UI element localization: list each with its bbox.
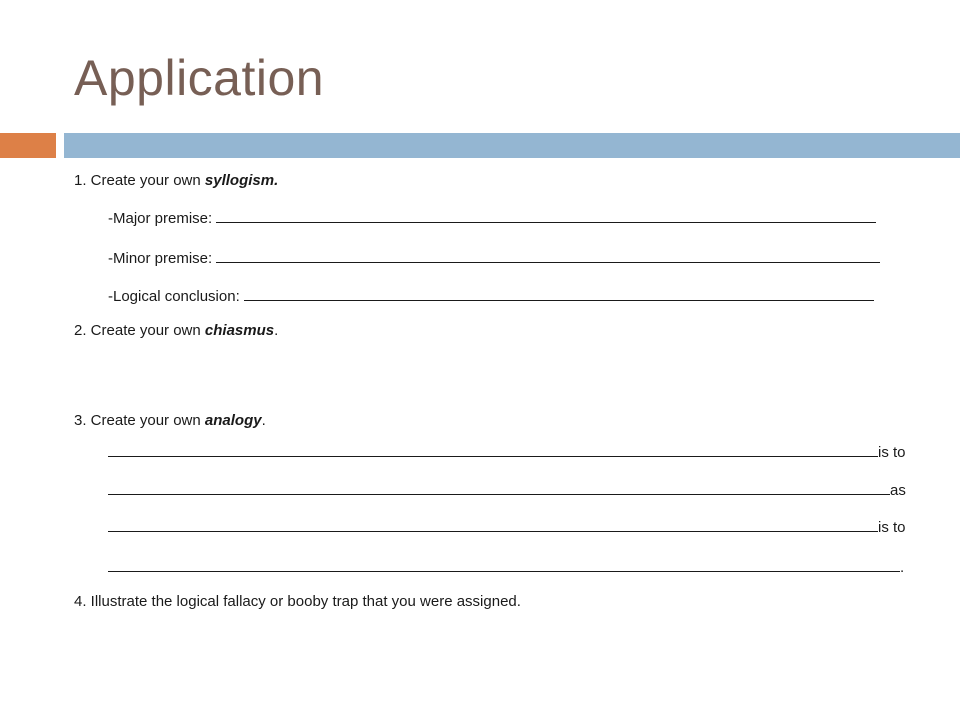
analogy-blank-2[interactable] — [108, 480, 890, 495]
major-premise-blank[interactable] — [216, 208, 876, 223]
analogy-row-4 — [108, 557, 904, 578]
minor-premise-blank[interactable] — [216, 248, 880, 263]
accent-bar-blue — [64, 133, 960, 158]
slide-title: Application — [74, 50, 325, 106]
term-syllogism: syllogism — [204, 172, 275, 189]
logical-conclusion-blank[interactable] — [244, 286, 874, 301]
accent-bar-orange — [0, 133, 56, 158]
question-4: 4. Illustrate the logical fallacy or booby trap that you were assigned. — [74, 593, 521, 610]
question-3-prefix: 3. Create your own — [74, 412, 205, 429]
question-1-prefix: 1. Create your own — [74, 172, 205, 189]
question-1-suffix: . — [274, 172, 279, 189]
analogy-connector-4: . — [900, 559, 905, 576]
question-1 — [74, 171, 278, 191]
analogy-connector-2: as — [890, 482, 906, 499]
question-3-suffix: . — [261, 412, 266, 429]
analogy-row-2 — [108, 480, 906, 501]
logical-conclusion-label: -Logical conclusion: — [108, 288, 244, 305]
minor-premise-row — [108, 248, 880, 269]
minor-premise-label: -Minor premise: — [108, 250, 217, 267]
analogy-blank-3[interactable] — [108, 517, 878, 532]
analogy-row-3 — [108, 517, 906, 538]
term-chiasmus: chiasmus — [204, 322, 275, 339]
term-analogy: analogy — [204, 412, 262, 429]
question-2-suffix: . — [274, 322, 279, 339]
analogy-blank-1[interactable] — [108, 442, 878, 457]
question-2-prefix: 2. Create your own — [74, 322, 205, 339]
analogy-row-1 — [108, 442, 906, 463]
question-3 — [74, 411, 266, 431]
analogy-connector-1: is to — [878, 444, 906, 461]
logical-conclusion-row — [108, 286, 874, 307]
analogy-connector-3: is to — [878, 519, 906, 536]
major-premise-label: -Major premise: — [108, 210, 217, 227]
question-2 — [74, 321, 278, 341]
major-premise-row — [108, 208, 876, 229]
analogy-blank-4[interactable] — [108, 557, 900, 572]
